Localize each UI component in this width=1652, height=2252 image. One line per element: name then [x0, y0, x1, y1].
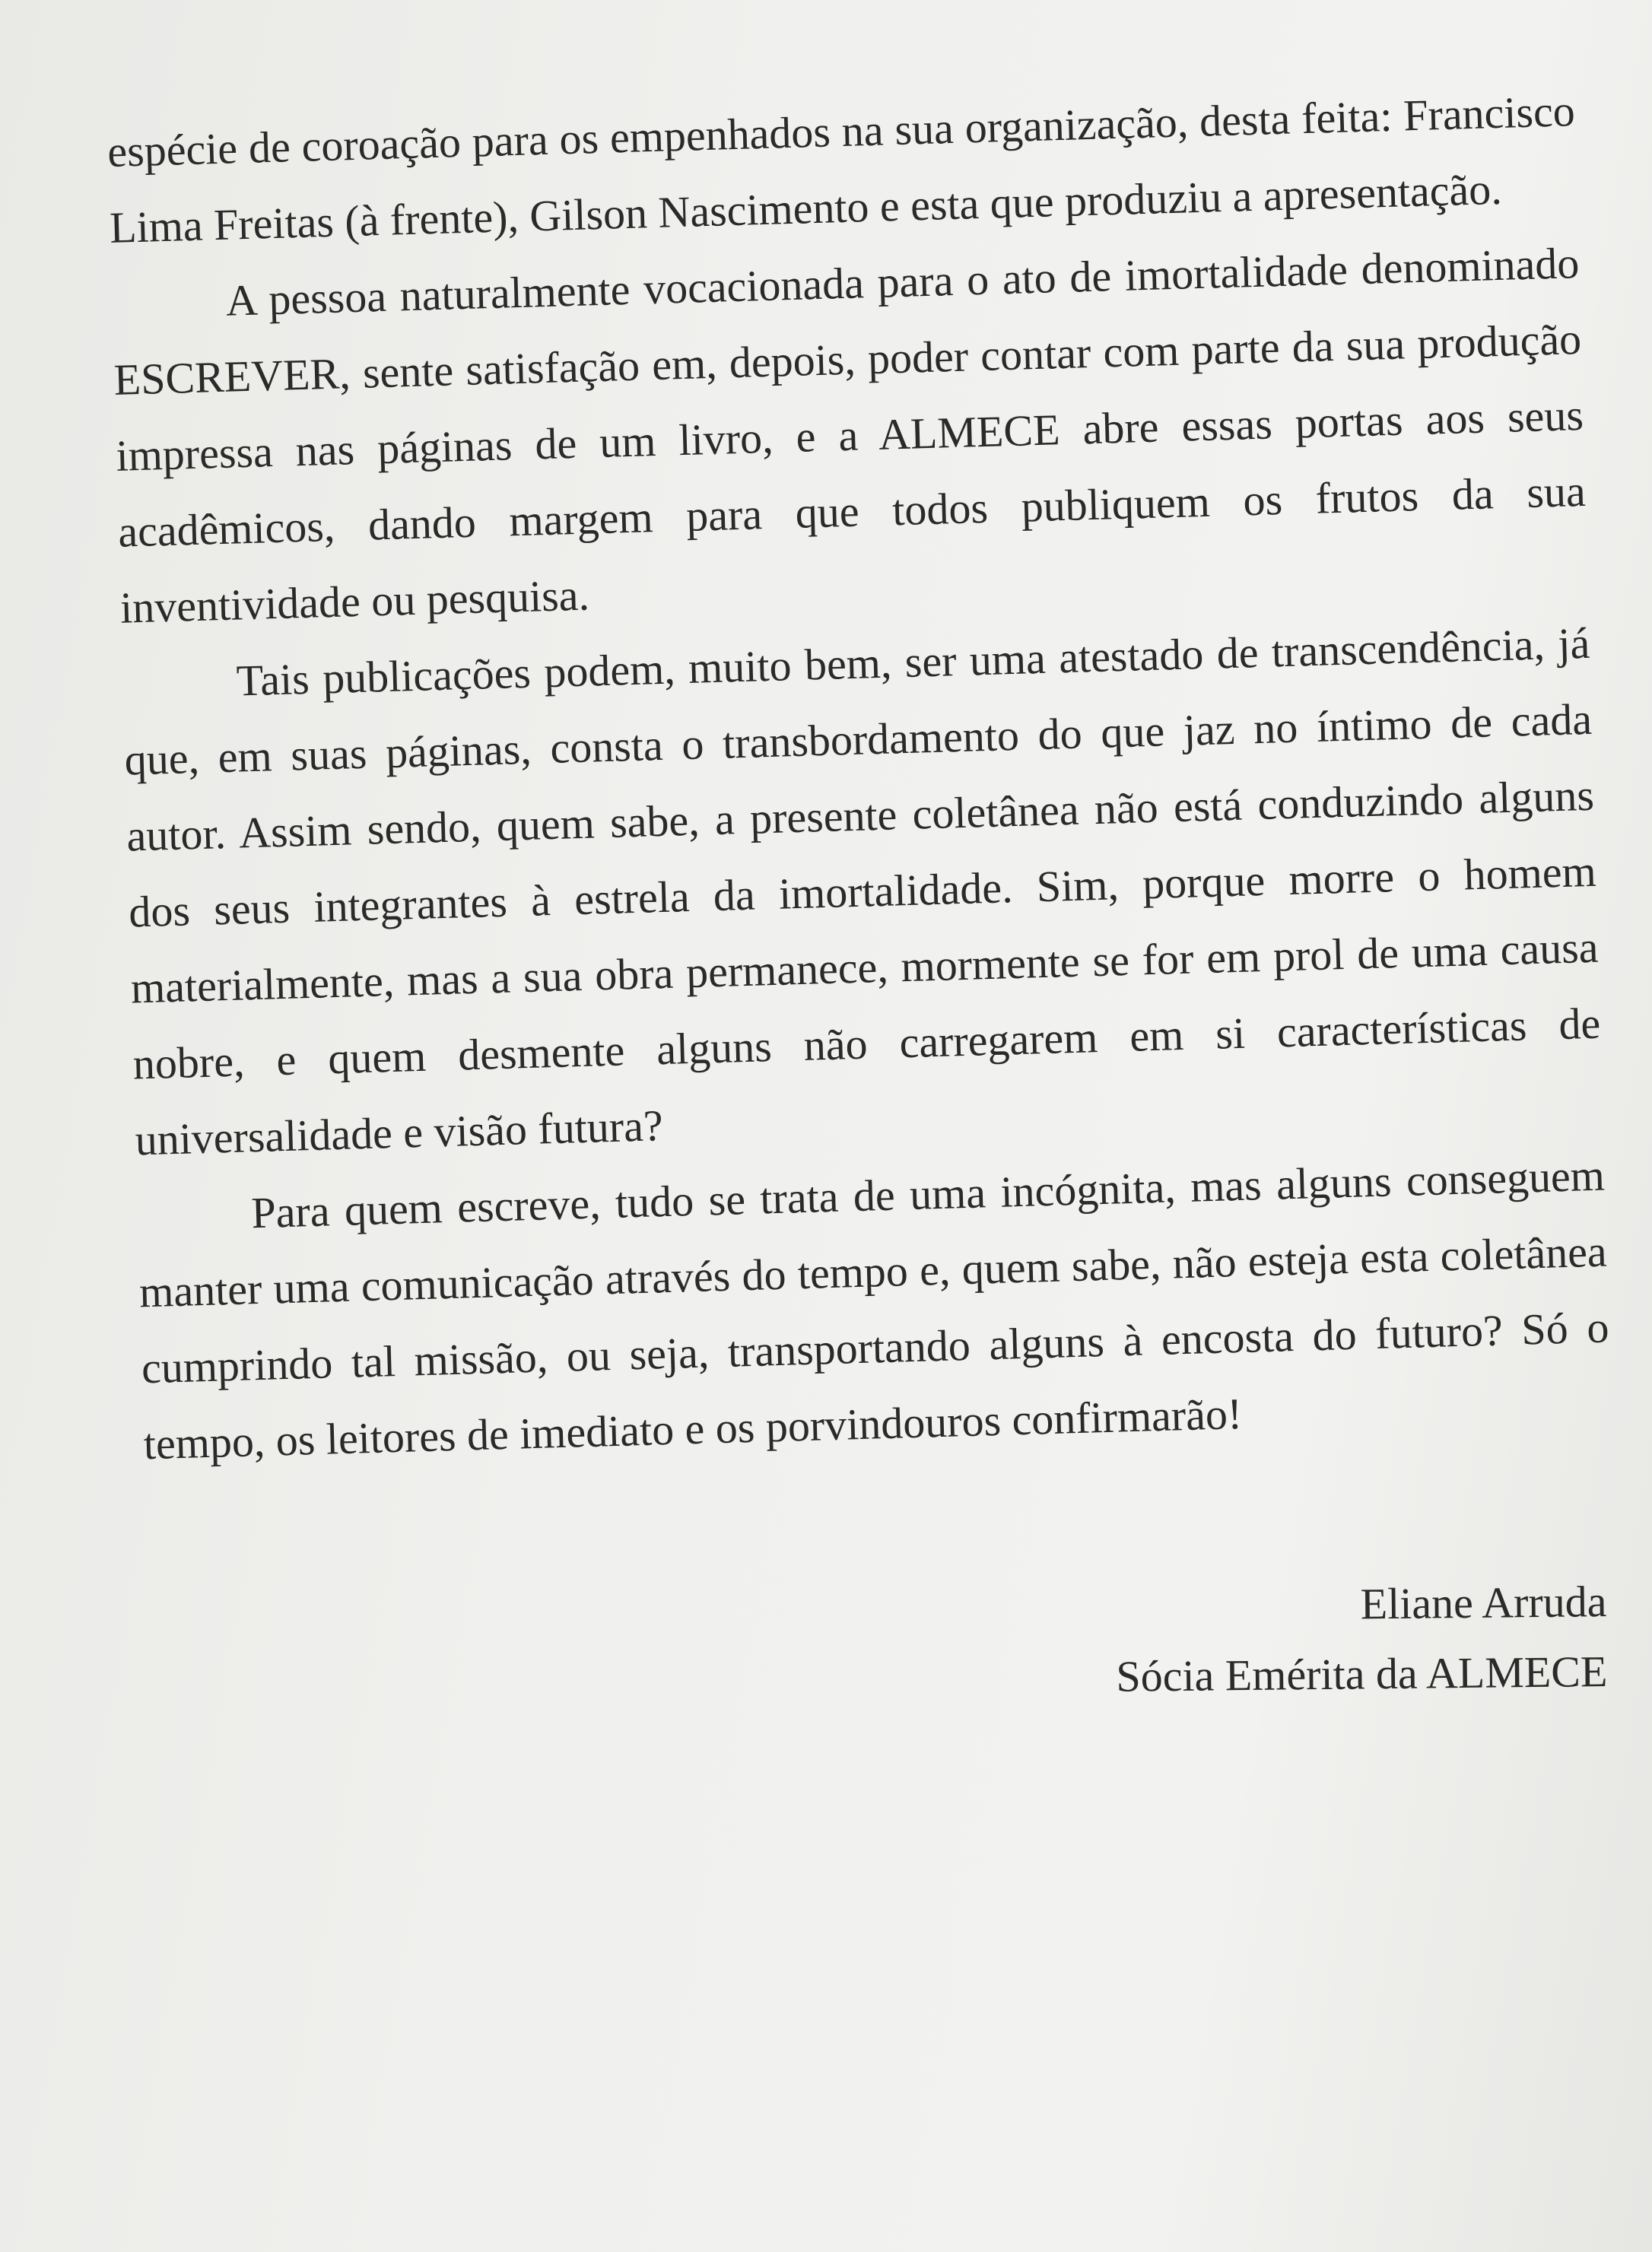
body-text: [106, 73, 1612, 1482]
paragraph-3: Tais publicações podem, muito bem, ser uma atestado de transcendência, já que, em suas páginas, consta o transbordamento do que jaz no íntimo de cada autor. Assim sendo, quem sabe, a presente coletânea não está conduzindo alguns dos seus integrantes à estrela da imortalidade. Sim, porque morre o homem materialmente, mas a sua obra permanece, mormente se for em prol de uma causa nobre, e quem desmente alguns não carregarem em si características de universalidade e visão futura?: [123, 618, 1602, 1165]
signature-block: [1115, 1567, 1608, 1712]
author-title: Sócia Emérita da ALMECE: [1116, 1646, 1608, 1701]
paragraph-1: espécie de coroação para os empenhados na sua organização, desta feita: Francisco Lima Freitas (à frente), Gilson Nascimento e esta que produziu a apresentação.: [106, 86, 1576, 253]
author-name: Eliane Arruda: [1360, 1576, 1607, 1629]
paragraph-4: Para quem escreve, tudo se trata de uma incógnita, mas alguns conseguem manter uma comunicação através do tempo e, quem sabe, não esteja esta coletânea cumprindo tal missão, ou seja, transportando alguns à encosta do futuro? Só o tempo, os leitores de imediato e os porvindouros confirmarão!: [138, 1150, 1610, 1469]
paragraph-2: A pessoa naturalmente vocacionada para o ato de imortalidade denominado ESCREVER, sente satisfação em, depois, poder contar com parte da sua produção impressa nas páginas de um livro, e a ALMECE abre essas portas aos seus acadêmicos, dando margem para que todos publiquem os frutos da sua inventividade ou pesquisa.: [113, 238, 1587, 633]
